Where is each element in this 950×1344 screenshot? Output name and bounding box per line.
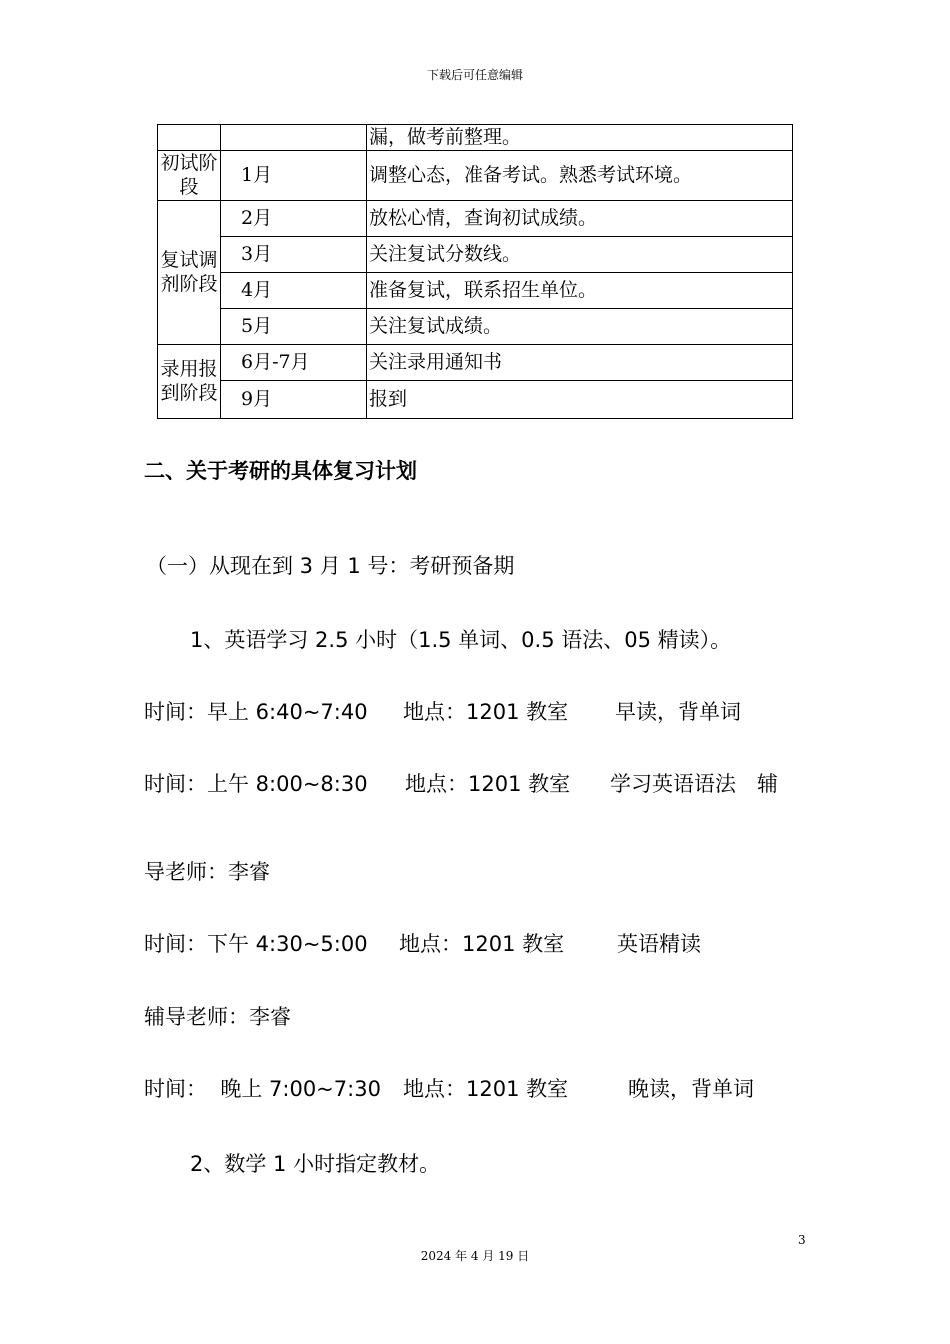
table-row <box>158 237 793 273</box>
table-row <box>158 125 793 151</box>
stage-cell: 录用报到阶段 <box>158 345 221 419</box>
month-cell: 2月 <box>221 201 367 237</box>
schedule-activity: 早读，背单词 <box>615 700 741 724</box>
month-cell: 4月 <box>221 273 367 309</box>
description-cell: 关注复试成绩。 <box>367 309 793 345</box>
schedule-activity: 晚读，背单词 <box>628 1077 754 1101</box>
table-row <box>158 381 793 419</box>
math-study-item: 2、数学 1 小时指定教材。 <box>190 1152 441 1176</box>
month-cell: 5月 <box>221 309 367 345</box>
schedule-place: 地点：1201 教室 <box>403 700 569 724</box>
schedule-time: 时间： 晚上 7:00~7:30 <box>144 1077 381 1101</box>
description-cell: 关注录用通知书 <box>367 345 793 381</box>
description-cell: 报到 <box>367 381 793 419</box>
table-row <box>158 345 793 381</box>
schedule-place: 地点：1201 教室 <box>405 772 571 796</box>
month-cell: 6月-7月 <box>221 345 367 381</box>
month-cell <box>221 125 367 151</box>
teacher-line: 导老师：李睿 <box>144 860 270 884</box>
description-cell: 关注复试分数线。 <box>367 237 793 273</box>
schedule-line <box>144 1073 824 1103</box>
table-row <box>158 309 793 345</box>
schedule-table <box>157 124 793 419</box>
teacher-line: 辅导老师：李睿 <box>144 1005 291 1029</box>
description-cell: 调整心态，准备考试。熟悉考试环境。 <box>367 151 793 201</box>
section-heading: 二、关于考研的具体复习计划 <box>144 459 417 483</box>
schedule-place: 地点：1201 教室 <box>403 1077 569 1101</box>
description-cell: 放松心情，查询初试成绩。 <box>367 201 793 237</box>
sub-heading: （一）从现在到 3 月 1 号：考研预备期 <box>146 554 515 578</box>
stage-cell: 复试调剂阶段 <box>158 201 221 345</box>
schedule-place: 地点：1201 教室 <box>399 932 565 956</box>
schedule-line <box>144 928 824 958</box>
schedule-activity: 英语精读 <box>617 932 701 956</box>
schedule-line <box>144 768 824 798</box>
schedule-activity: 学习英语语法 辅 <box>610 772 778 796</box>
schedule-time: 时间：下午 4:30~5:00 <box>144 932 368 956</box>
month-cell: 1月 <box>221 151 367 201</box>
table-row <box>158 273 793 309</box>
table-row <box>158 201 793 237</box>
schedule-time: 时间：早上 6:40~7:40 <box>144 700 368 724</box>
page-number: 3 <box>798 1233 806 1247</box>
description-cell: 漏，做考前整理。 <box>367 125 793 151</box>
stage-cell <box>158 125 221 151</box>
description-cell: 准备复试，联系招生单位。 <box>367 273 793 309</box>
page-header: 下载后可任意编辑 <box>426 68 523 82</box>
table-row <box>158 151 793 201</box>
month-cell: 9月 <box>221 381 367 419</box>
month-cell: 3月 <box>221 237 367 273</box>
english-study-item: 1、英语学习 2.5 小时（1.5 单词、0.5 语法、05 精读）。 <box>190 628 732 652</box>
schedule-line <box>144 696 824 726</box>
schedule-time: 时间：上午 8:00~8:30 <box>144 772 368 796</box>
stage-cell: 初试阶段 <box>158 151 221 201</box>
footer-date: 2024 年 4 月 19 日 <box>420 1249 530 1263</box>
